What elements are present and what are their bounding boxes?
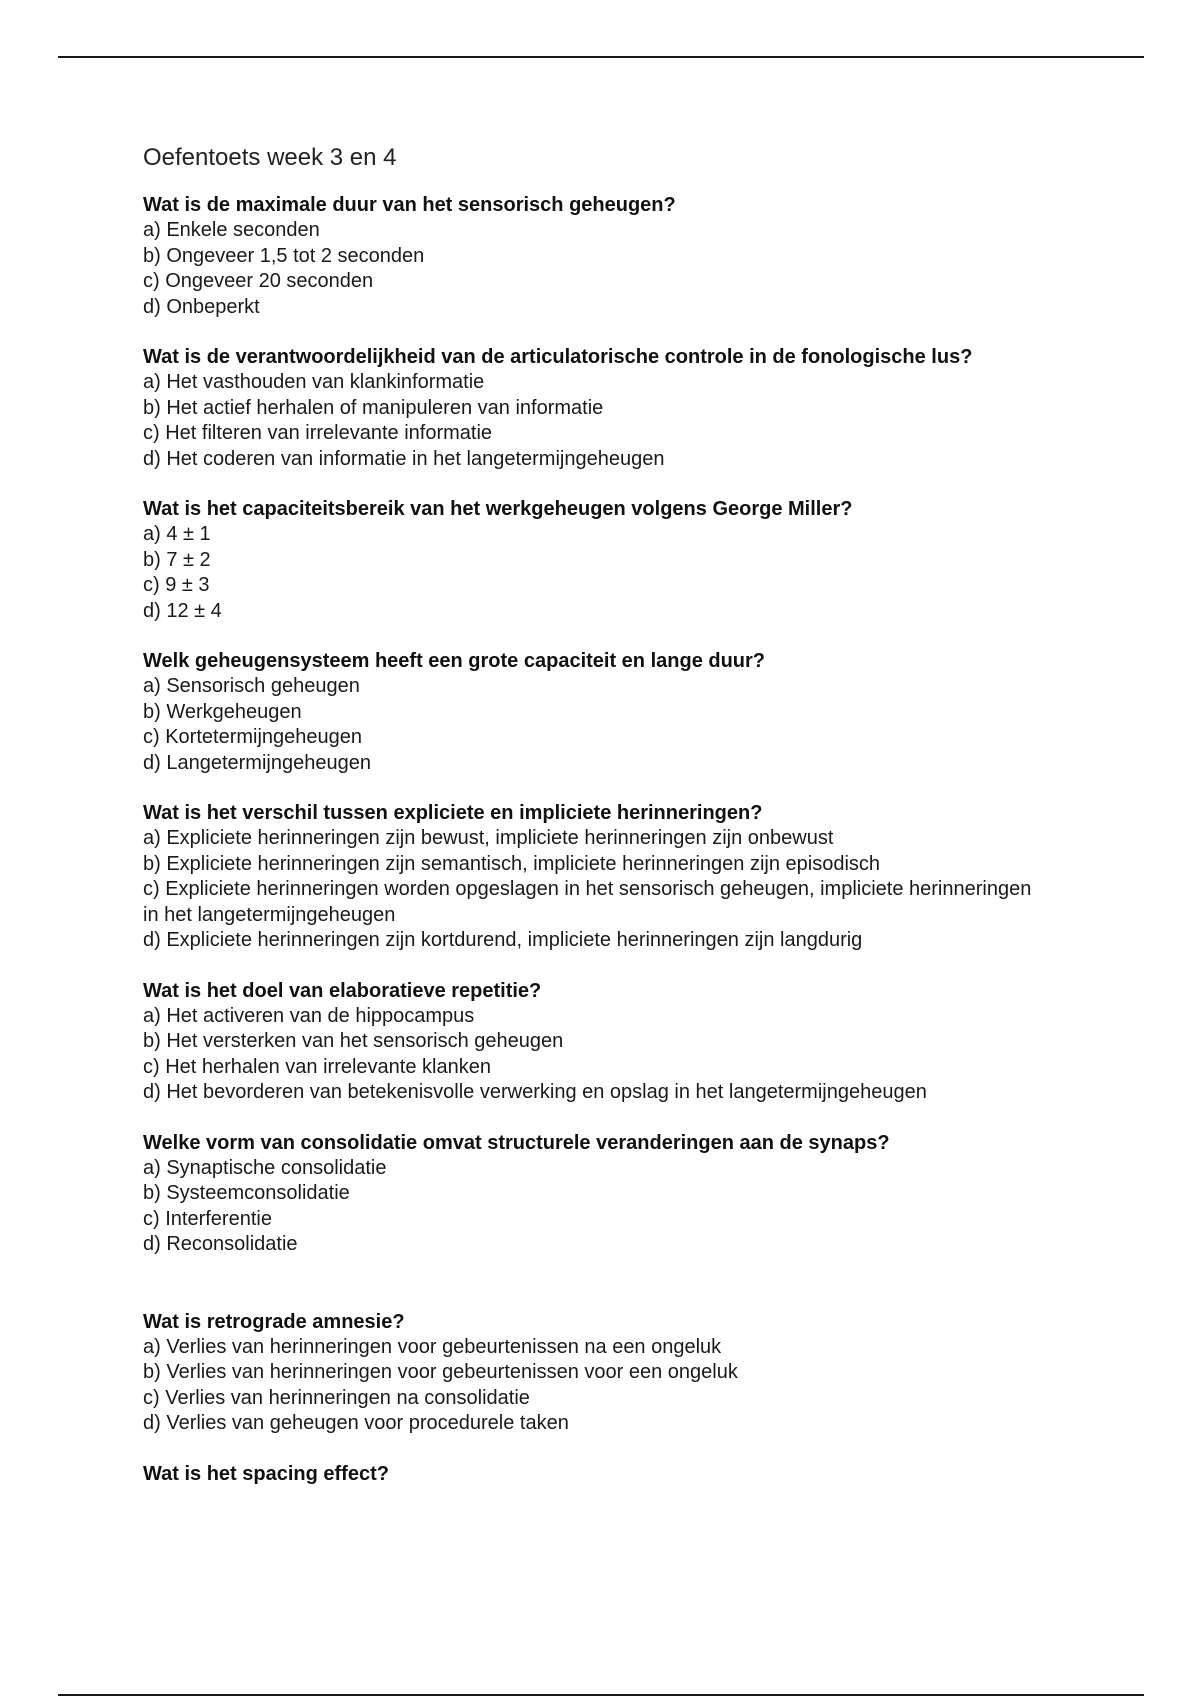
answer-options [143,1335,1043,1437]
page-title: Oefentoets week 3 en 4 [143,144,397,171]
answer-option: d) Het bevorderen van betekenisvolle verwerking en opslag in het langetermijngeheugen [143,1081,927,1103]
question-text: Wat is de maximale duur van het sensorisch geheugen? [143,194,676,216]
answer-options [143,674,1043,776]
question-text: Wat is het verschil tussen expliciete en impliciete herinneringen? [143,802,763,824]
answer-option: a) Het vasthouden van klankinformatie [143,371,485,393]
answer-option: c) Verlies van herinneringen na consolidatie [143,1386,530,1409]
question-text: Wat is het spacing effect? [143,1462,389,1485]
answer-option: d) Het coderen van informatie in het langetermijngeheugen [143,447,665,470]
answer-option: b) Werkgeheugen [143,700,302,723]
answer-option: d) Onbeperkt [143,295,260,318]
answer-option: d) 12 ± 4 [143,599,222,622]
answer-option: c) Ongeveer 20 seconden [143,270,374,292]
question-5 [143,801,1043,954]
question-text: Wat is het capaciteitsbereik van het werkgeheugen volgens George Miller? [143,498,853,520]
answer-option: c) 9 ± 3 [143,574,210,596]
answer-option: d) Reconsolidatie [143,1233,298,1255]
answer-option: d) Expliciete herinneringen zijn kortdurend, impliciete herinneringen zijn langdurig [143,929,863,951]
answer-option: d) Langetermijngeheugen [143,751,371,774]
answer-option: a) Sensorisch geheugen [143,675,360,697]
answer-option: b) Verlies van herinneringen voor gebeurtenissen voor een ongeluk [143,1361,738,1383]
answer-option: c) Kortetermijngeheugen [143,726,363,748]
question-text: Welk geheugensysteem heeft een grote capaciteit en lange duur? [143,650,766,672]
answer-options [143,1156,1043,1258]
answer-options [143,522,1043,624]
answer-option: c) Het herhalen van irrelevante klanken [143,1055,491,1078]
question-8 [143,1310,1043,1437]
answer-option: b) Expliciete herinneringen zijn semantisch, impliciete herinneringen zijn episodisch [143,852,881,875]
answer-option: a) Synaptische consolidatie [143,1156,387,1179]
question-text: Wat is het doel van elaboratieve repetitie? [143,979,542,1002]
answer-option: a) 4 ± 1 [143,523,211,545]
document-body [143,143,1043,1512]
answer-option: b) Ongeveer 1,5 tot 2 seconden [143,244,425,267]
question-7 [143,1131,1043,1258]
answer-option: c) Expliciete herinneringen worden opgeslagen in het sensorisch geheugen, impliciete herinneringen in het langetermijngeheugen [143,878,1032,926]
question-1 [143,193,1043,320]
answer-option: b) Systeemconsolidatie [143,1182,350,1204]
question-2 [143,345,1043,472]
question-text: Welke vorm van consolidatie omvat structurele veranderingen aan de synaps? [143,1131,890,1154]
bottom-rule [58,1694,1144,1696]
answer-option: d) Verlies van geheugen voor procedurele taken [143,1412,569,1434]
top-rule [58,56,1144,58]
answer-options [143,370,1043,472]
question-4 [143,649,1043,776]
answer-options [143,826,1043,954]
answer-option: b) Het versterken van het sensorisch geheugen [143,1030,564,1052]
answer-option: a) Verlies van herinneringen voor gebeurtenissen na een ongeluk [143,1335,722,1358]
answer-options [143,218,1043,320]
answer-option: b) Het actief herhalen of manipuleren van informatie [143,396,604,419]
question-3 [143,497,1043,624]
answer-options [143,1004,1043,1106]
answer-option: a) Expliciete herinneringen zijn bewust, impliciete herinneringen zijn onbewust [143,827,834,849]
answer-option: c) Het filteren van irrelevante informatie [143,422,493,444]
answer-option: a) Enkele seconden [143,219,320,241]
question-text: Wat is de verantwoordelijkheid van de articulatorische controle in de fonologische lus? [143,346,973,368]
question-9 [143,1462,1043,1487]
answer-option: a) Het activeren van de hippocampus [143,1004,475,1027]
answer-option: b) 7 ± 2 [143,548,211,571]
question-6 [143,979,1043,1106]
answer-option: c) Interferentie [143,1207,272,1230]
question-text: Wat is retrograde amnesie? [143,1310,405,1333]
